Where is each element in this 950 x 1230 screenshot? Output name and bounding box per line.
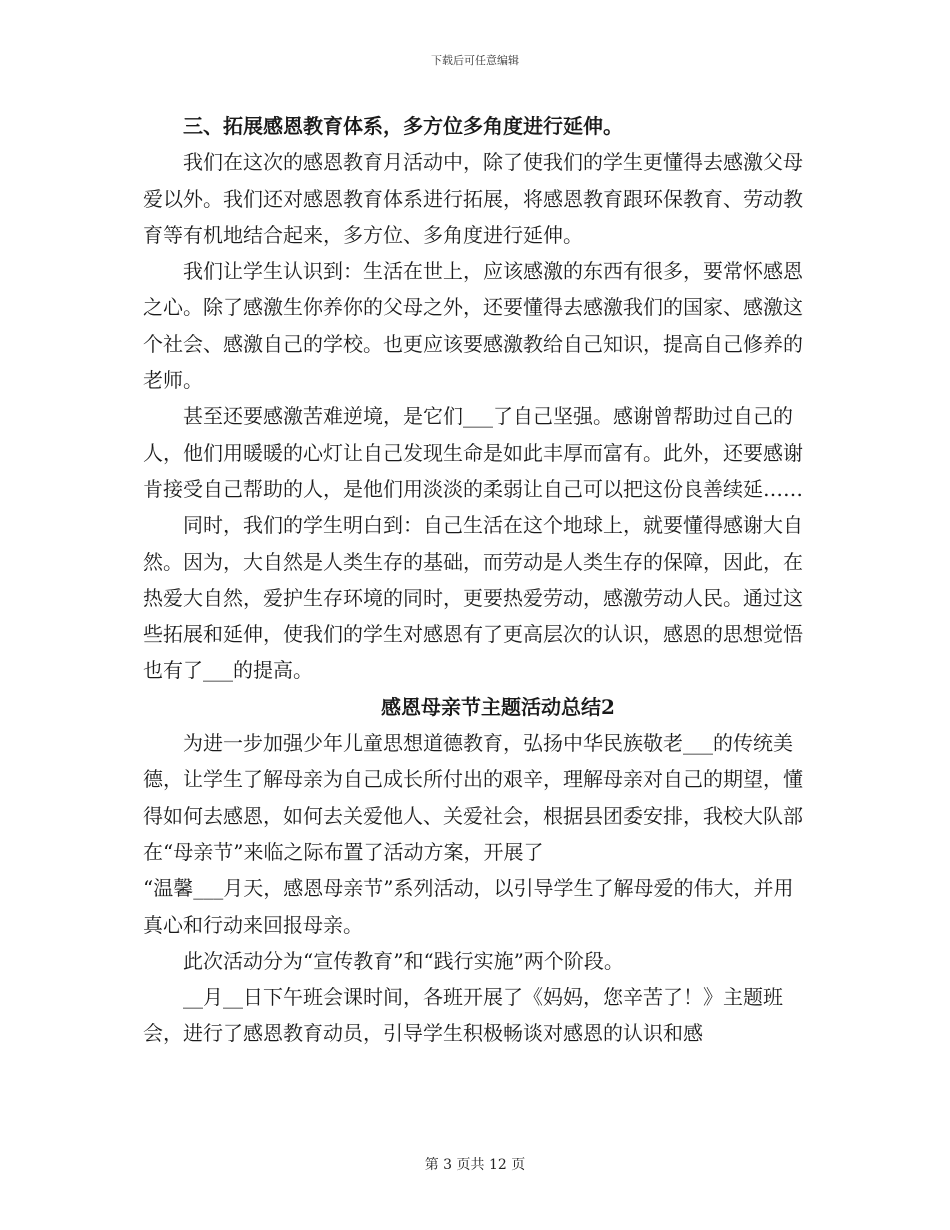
paragraph: “温馨___月天，感恩母亲节”系列活动，以引导学生了解母爱的伟大，并用真心和行动来回报母亲。 bbox=[143, 876, 794, 937]
page-footer: 第 3 页共 12 页 bbox=[424, 1157, 526, 1173]
paragraph: 同时，我们的学生明白到：自己生活在这个地球上，就要懂得感谢大自然。因为，大自然是人类生存的基础，而劳动是人类生存的保障，因此，在热爱大自然，爱护生存环境的同时，更要热爱劳动，感激劳动人民。通过这些拓展和延伸，使我们的学生对感恩有了更高层次的认识，感恩的思想觉悟也有了___的提高。 bbox=[143, 513, 803, 683]
paragraph: 我们让学生认识到：生活在世上，应该感激的东西有很多，要常怀感恩之心。除了感激生你养你的父母之外，还要懂得去感激我们的国家、感激这个社会、感激自己的学校。也更应该要感激教给自己知识，提高自己修养的老师。 bbox=[143, 259, 803, 393]
paragraph: __月__日下午班会课时间，各班开展了《妈妈，您辛苦了！》主题班会，进行了感恩教育动员，引导学生积极畅谈对感恩的认识和感 bbox=[143, 985, 783, 1046]
paragraph: 为进一步加强少年儿童思想道德教育，弘扬中华民族敬老___的传统美德，让学生了解母亲为自己成长所付出的艰辛，理解母亲对自己的期望，懂得如何去感恩，如何去关爱他人、关爱社会，根据县团委安排，我校大队部在“母亲节”来临之际布置了活动方案，开展了 bbox=[143, 731, 803, 864]
page-header: 下载后可任意编辑 bbox=[431, 54, 519, 67]
paragraph: 我们在这次的感恩教育月活动中，除了使我们的学生更懂得去感激父母爱以外。我们还对感恩教育体系进行拓展，将感恩教育跟环保教育、劳动教育等有机地结合起来，多方位、多角度进行延伸。 bbox=[143, 150, 803, 247]
section-title: 感恩母亲节主题活动总结2 bbox=[381, 694, 615, 719]
paragraph: 此次活动分为“宣传教育”和“践行实施”两个阶段。 bbox=[183, 948, 624, 973]
document-body bbox=[143, 108, 813, 1052]
section-heading: 三、拓展感恩教育体系，多方位多角度进行延伸。 bbox=[183, 114, 623, 138]
paragraph: 甚至还要感激苦难逆境，是它们___了自己坚强。感谢曾帮助过自己的人，他们用暖暖的心灯让自己发现生命是如此丰厚而富有。此外，还要感谢肯接受自己帮助的人，是他们用淡淡的柔弱让自己可以把这份良善续延…… bbox=[143, 404, 803, 501]
